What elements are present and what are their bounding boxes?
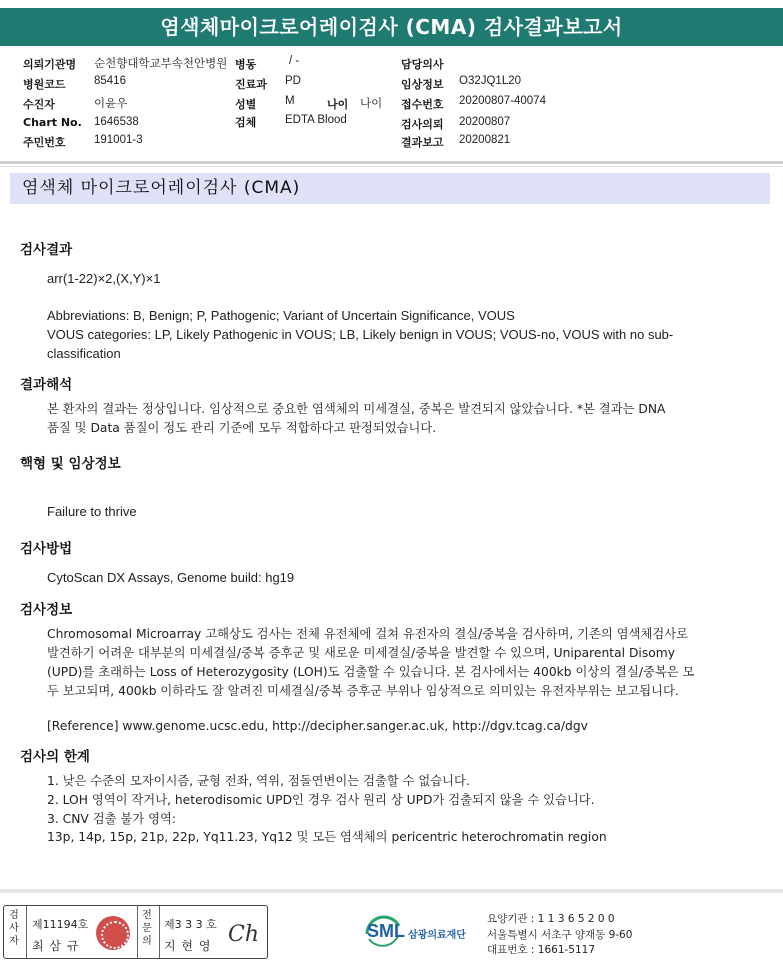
vous-categories-line2: classification: [47, 346, 121, 361]
patient-info: [0, 52, 783, 156]
limit-item-3: 3. CNV 검출 불가 영역:: [47, 812, 176, 826]
signature-divider: [159, 906, 160, 958]
sex-label: 성별: [235, 98, 257, 111]
interpretation-line1: 본 환자의 결과는 정상입니다. 임상적으로 중요한 염색체의 미세결실, 중복은 발견되지 않았습니다. *본 결과는 DNA: [47, 402, 666, 416]
phone: 대표번호 : 1661-5117: [487, 944, 596, 956]
test-info-line3: (UPD)를 초래하는 Loss of Heterozygosity (LOH)도 검출할 수 있습니다. 본 검사에서는 400kb 이상의 결실/중복은 모: [47, 665, 695, 679]
test-info-line1: Chromosomal Microarray 고해상도 검사는 전체 유전체에 걸쳐 유전자의 결실/중복을 검사하며, 기존의 염색체검사로: [47, 627, 688, 641]
specialist-name: 지 현 영: [164, 939, 212, 953]
limit-item-2: 2. LOH 영역이 작거나, heterodisomic UPD인 경우 검사 원리 상 UPD가 검출되지 않을 수 있습니다.: [47, 793, 595, 807]
header-divider-thin: [0, 166, 783, 167]
report-date-label: 결과보고: [401, 136, 444, 149]
interpretation-heading: 결과해석: [20, 377, 73, 393]
limit-item-1: 1. 낮은 수준의 모자이시즘, 균형 전좌, 역위, 점돌연변이는 검출할 수 없습니다.: [47, 774, 470, 788]
sex-value: M: [285, 95, 295, 107]
examinee-label: 수진자: [23, 98, 55, 111]
limit-item-3-detail: 13p, 14p, 15p, 21p, 22p, Yq11.23, Yq12 및 모든 염색체의 pericentric heterochromatin region: [47, 830, 607, 844]
report-title: 염색체마이크로어레이검사 (CMA) 검사결과보고서: [0, 8, 783, 46]
examiner-seal: [96, 916, 130, 950]
age-value: 나이: [360, 98, 383, 110]
institution-address: [487, 912, 632, 959]
age-label: 나이: [327, 98, 349, 111]
ward-label: 병동: [235, 58, 257, 71]
hospital-code-value: 85416: [94, 75, 126, 87]
request-date-label: 검사의뢰: [401, 118, 444, 131]
test-info-heading: 검사정보: [20, 602, 73, 618]
specimen-label: 검체: [235, 116, 257, 129]
receipt-no-label: 접수번호: [401, 98, 444, 111]
abbreviations-text: Abbreviations: B, Benign; P, Pathogenic; Variant of Uncertain Significance, VOUS: [47, 308, 515, 323]
examiner-license: 제11194호: [32, 918, 89, 931]
receipt-no-value: 20200807-40074: [459, 95, 546, 107]
signature-box: [3, 905, 268, 959]
sml-logo: [365, 912, 480, 948]
department-label: 진료과: [235, 78, 267, 91]
department-value: PD: [285, 75, 301, 87]
reference-text: [Reference] www.genome.ucsc.edu, http://decipher.sanger.ac.uk, http://dgv.tcag.ca/dgv: [47, 719, 588, 733]
result-heading: 검사결과: [20, 242, 73, 258]
examiner-name: 최 삼 규: [32, 939, 80, 953]
specialist-signature: Ch: [228, 922, 260, 947]
signature-divider: [26, 906, 27, 958]
test-info-line2: 발견하기 어려운 대부분의 미세결실/중복 증후군 및 새로운 미세결실/중복을 발견할 수 있으며, Uniparental Disomy: [47, 646, 676, 660]
test-subtitle: 염색체 마이크로어레이검사 (CMA): [10, 173, 770, 204]
clinical-info-label: 임상정보: [401, 78, 444, 91]
ward-value: / -: [289, 55, 300, 67]
logo-org: 삼광의료재단: [408, 930, 466, 941]
test-info-line4: 두 보고되며, 400kb 이하라도 잘 알려진 미세결실/중복 증후군 부위나 임상적으로 의미있는 유전자부위는 보고됩니다.: [47, 684, 679, 698]
header-divider: [0, 161, 783, 164]
id-no-value: 191001-3: [94, 134, 143, 146]
chart-no-label: Chart No.: [23, 116, 82, 129]
method-heading: 검사방법: [20, 541, 73, 557]
vous-categories-line1: VOUS categories: LP, Likely Pathogenic in VOUS; LB, Likely benign in VOUS; VOUS-no, VOUS with no sub-: [47, 327, 674, 342]
institution-value: 순천향대학교부속천안병원: [94, 58, 228, 70]
agency-code: 요양기관 : 1 1 3 6 5 2 0 0: [487, 913, 615, 925]
examiner-label: 검 사 자: [9, 910, 19, 947]
specialist-license: 제3 3 3 호: [164, 918, 217, 931]
institution-label: 의뢰기관명: [23, 58, 77, 71]
logo-text: SML: [367, 921, 405, 941]
examinee-value: 이윤우: [94, 98, 128, 110]
chart-no-value: 1646538: [94, 116, 139, 128]
specimen-value: EDTA Blood: [285, 114, 347, 126]
specialist-label: 전 문 의: [142, 910, 152, 947]
result-karyotype: arr(1-22)×2,(X,Y)×1: [47, 271, 161, 286]
report-date-value: 20200821: [459, 134, 511, 146]
method-text: CytoScan DX Assays, Genome build: hg19: [47, 570, 295, 585]
signature-divider: [137, 906, 138, 958]
footer-divider: [0, 889, 783, 893]
hospital-code-label: 병원코드: [23, 78, 66, 91]
karyotype-clinical-heading: 핵형 및 임상정보: [20, 456, 121, 472]
clinical-info-text: Failure to thrive: [47, 504, 137, 519]
request-date-value: 20200807: [459, 116, 511, 128]
interpretation-line2: 품질 및 Data 품질이 정도 관리 기준에 모두 적합하다고 판정되었습니다.: [47, 421, 437, 435]
clinical-info-value: O32JQ1L20: [459, 75, 522, 87]
address: 서울특별시 서초구 양재동 9-60: [487, 928, 633, 941]
limits-heading: 검사의 한계: [20, 749, 90, 765]
doctor-label: 담당의사: [401, 58, 444, 71]
id-no-label: 주민번호: [23, 136, 66, 149]
